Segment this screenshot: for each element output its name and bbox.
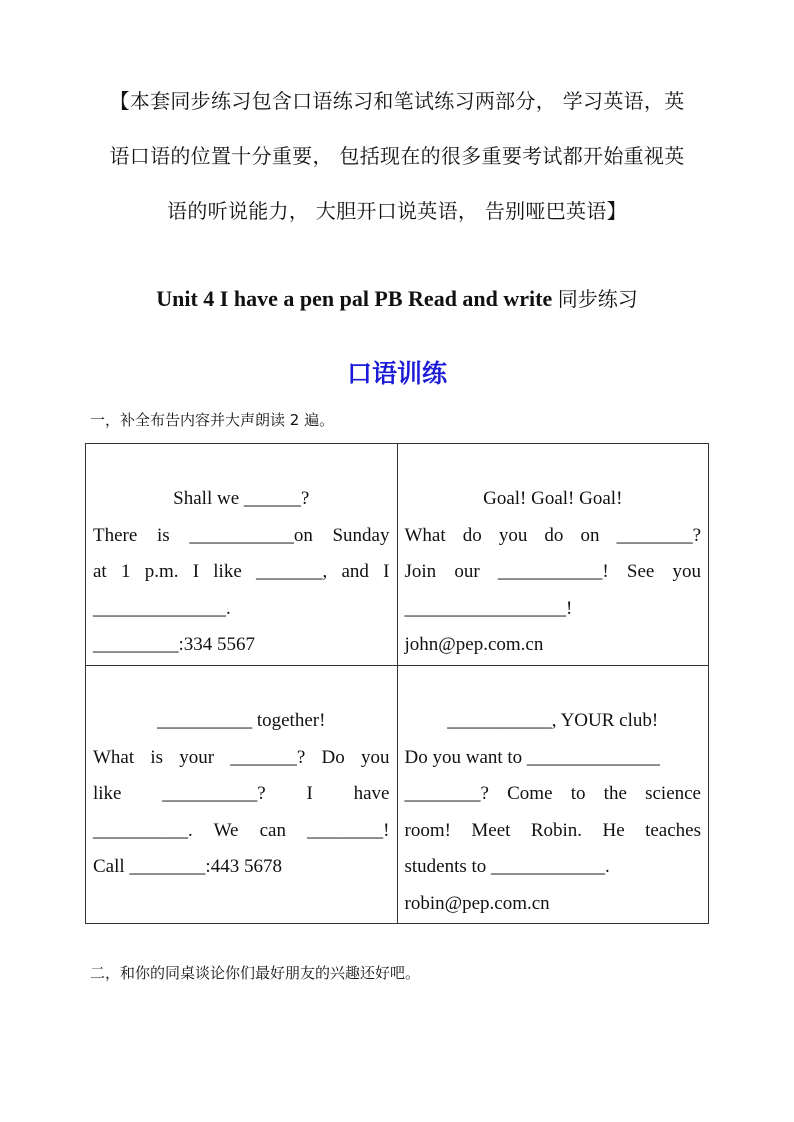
unit-title	[0, 283, 794, 312]
intro-paragraph	[80, 74, 714, 239]
card-line: Call ________:443 5678	[93, 856, 282, 878]
card-line: __________. We can ________!	[93, 819, 390, 841]
intro-line: 语口语的位置十分重要， 包括现在的很多重要考试都开始重视英	[109, 144, 685, 168]
intro-line: 语的听说能力， 大胆开口说英语， 告别哑巴英语】	[167, 199, 627, 223]
question-1: 一，补全布告内容并大声朗读 2 遍。	[90, 411, 335, 429]
card-line: There is ___________on Sunday	[93, 524, 390, 546]
question-2: 二，和你的同桌谈论你们最好朋友的兴趣还好吧。	[90, 964, 421, 982]
card-line: room! Meet Robin. He teaches	[404, 819, 701, 841]
card-line: ________? Come to the science	[404, 783, 701, 805]
card-line: What is your _______? Do you	[93, 746, 390, 768]
card-title: Goal! Goal! Goal!	[483, 488, 623, 509]
card-line: john@pep.com.cn	[404, 634, 544, 656]
card-line: ______________.	[93, 597, 231, 619]
notice-card	[86, 444, 398, 666]
unit-title-cn: 同步练习	[557, 287, 638, 311]
card-line: Do you want to ______________	[404, 746, 660, 768]
card-title: ___________, YOUR club!	[447, 710, 659, 731]
section-heading: 口语训练	[346, 359, 447, 388]
card-line: students to ____________.	[404, 856, 610, 878]
card-title: Shall we ______?	[173, 488, 310, 509]
card-line: _________:334 5567	[93, 634, 256, 656]
notice-card	[397, 444, 709, 666]
card-line: Join our ___________! See you	[404, 561, 701, 583]
notice-card	[397, 666, 709, 924]
unit-title-en: Unit 4 I have a pen pal PB Read and write	[156, 286, 558, 311]
card-line: robin@pep.com.cn	[404, 892, 550, 914]
card-line: _________________!	[404, 597, 573, 619]
card-title: __________ together!	[157, 710, 326, 731]
notice-card	[86, 666, 398, 924]
card-line: at 1 p.m. I like _______, and I	[93, 561, 390, 583]
card-line: like __________? I have	[93, 783, 390, 805]
intro-line: 【本套同步练习包含口语练习和笔试练习两部分， 学习英语，英	[109, 89, 685, 113]
notice-table	[85, 443, 709, 924]
card-line: What do you do on ________?	[404, 524, 701, 546]
